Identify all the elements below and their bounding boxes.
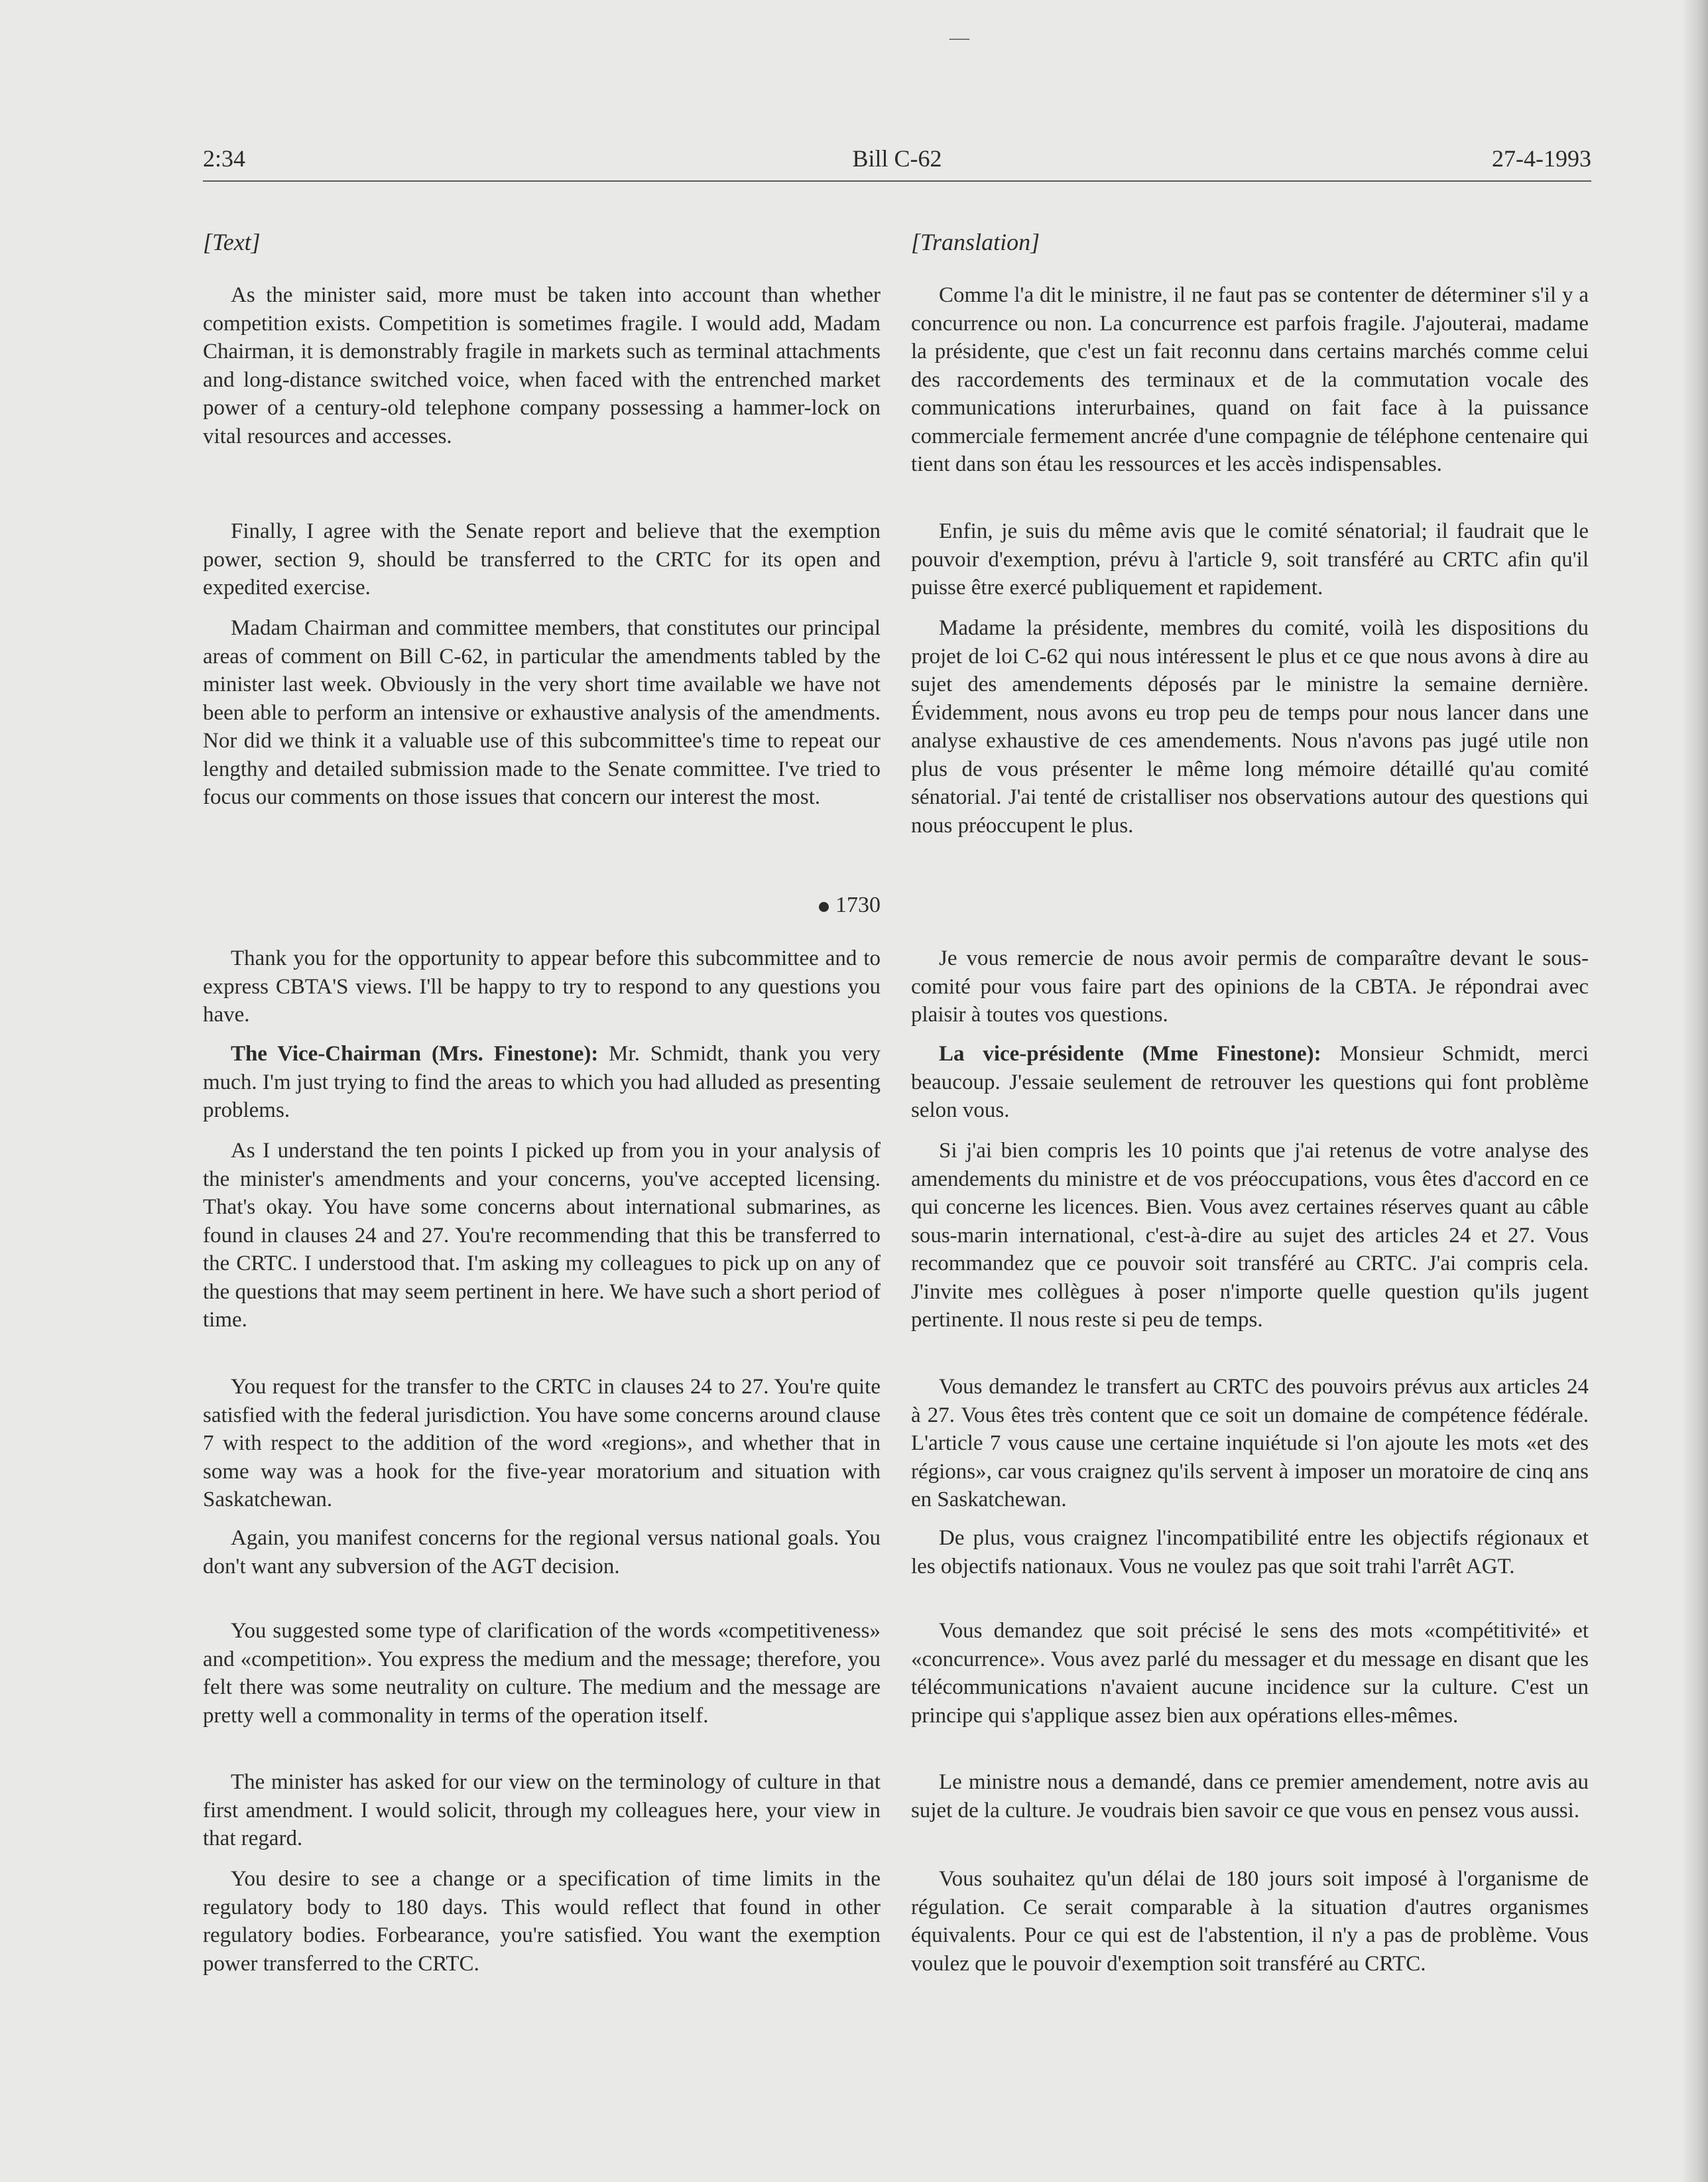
fr-paragraph-5-text: Monsieur Schmidt, merci beaucoup. J'essaie seulement de retrouver les questions qui font problème selon vous. <box>911 1042 1589 1122</box>
fr-paragraph-9: Vous demandez que soit précisé le sens des mots «compétitivité» et «concurrence». Vous avez parlé du messager et du message en disant que les télécommunications n'avaient aucune incidence sur la culture. C'est un principe qui s'applique assez bien aux opérations elles-mêmes. <box>911 1619 1589 1728</box>
text-tag: [Text] <box>203 229 261 255</box>
fr-speaker: La vice-présidente (Mme Finestone): <box>939 1042 1321 1066</box>
fr-paragraph-6: Si j'ai bien compris les 10 points que j'ai retenus de votre analyse des amendements du ministre et de vos préoccupations, vous êtes d'accord en ce qui concerne les licences. Bien. Vous avez certaines réserves quant au câble sous-marin international, c'est-à-dire au sujet des articles 24 et 27. Vous recommandez que ce pouvoir soit transféré au CRTC. J'ai compris cela. J'invite mes collègues à poser n'importe quelle question qu'ils jugent pertinente. Il nous reste si peu de temps. <box>911 1139 1589 1332</box>
fr-paragraph-8: De plus, vous craignez l'incompatibilité entre les objectifs régionaux et les objectifs nationaux. Vous ne voulez pas que soit trahi l'arrêt AGT. <box>911 1526 1589 1578</box>
en-paragraph-5-text: Mr. Schmidt, thank you very much. I'm just trying to find the areas to which you had alluded as presenting problems. <box>203 1042 881 1122</box>
en-paragraph-10: The minister has asked for our view on the terminology of culture in that first amendment. I would solicit, through my colleagues here, your view in that regard. <box>203 1770 881 1850</box>
bill-title: Bill C-62 <box>852 145 942 172</box>
en-speaker: The Vice-Chairman (Mrs. Finestone): <box>231 1042 599 1066</box>
fr-paragraph-7: Vous demandez le transfert au CRTC des pouvoirs prévus aux articles 24 à 27. Vous êtes très content que ce soit un domaine de compétence fédérale. L'article 7 vous cause une certaine inquiétude si l'on ajoute les mots «et des régions», car vous craignez qu'ils servent à imposer un moratoire de cinq ans en Saskatchewan. <box>911 1375 1589 1511</box>
en-paragraph-3: Madam Chairman and committee members, that constitutes our principal areas of comment on Bill C-62, in particular the amendments tabled by the minister last week. Obviously in the very short time available we have not been able to perform an intensive or exhaustive analysis of the amendments. Nor did we think it a valuable use of this subcommittee's time to repeat our lengthy and detailed submission made to the Senate committee. I've tried to focus our comments on those issues that concern our interest the most. <box>203 616 881 809</box>
page-folio: 2:34 <box>203 145 246 172</box>
page-edge-shadow <box>1681 0 1708 2182</box>
bullet-icon <box>819 902 829 912</box>
header-rule <box>203 180 1591 182</box>
page-header <box>203 145 1591 184</box>
en-paragraph-4: Thank you for the opportunity to appear before this subcommittee and to express CBTA'S views. I'll be happy to try to respond to any questions you have. <box>203 946 881 1027</box>
top-mark: — <box>949 27 969 48</box>
en-paragraph-2: Finally, I agree with the Senate report and believe that the exemption power, section 9, should be transferred to the CRTC for its open and expedited exercise. <box>203 519 881 600</box>
timestamp <box>203 893 881 918</box>
fr-paragraph-4: Je vous remercie de nous avoir permis de comparaître devant le sous-comité pour vous faire part des opinions de la CBTA. Je répondrai avec plaisir à toutes vos questions. <box>911 946 1589 1027</box>
en-paragraph-9: You suggested some type of clarification of the words «competitiveness» and «competition». You express the medium and the message; therefore, you felt there was some neutrality on culture. The medium and the message are pretty well a commonality in terms of the operation itself. <box>203 1619 881 1728</box>
timestamp-value: 1730 <box>835 893 881 917</box>
en-paragraph-11: You desire to see a change or a specification of time limits in the regulatory body to 180 days. This would reflect that found in other regulatory bodies. Forbearance, you're satisfied. You want the exemption power transferred to the CRTC. <box>203 1867 881 1976</box>
fr-paragraph-5 <box>911 1040 1589 1125</box>
fr-paragraph-3: Madame la présidente, membres du comité, voilà les dispositions du projet de loi C-62 qui nous intéressent le plus et ce que nous avons à dire au sujet des amendements déposés par le ministre la semaine dernière. Évidemment, nous avons eu trop peu de temps pour nous lancer dans une analyse exhaustive de ces amendements. Nous n'avons pas jugé utile non plus de vous présenter le même long mémoire détaillé qu'au comité sénatorial. J'ai tenté de cristalliser nos observations autour des questions qui nous préoccupent le plus. <box>911 616 1589 838</box>
fr-paragraph-1: Comme l'a dit le ministre, il ne faut pas se contenter de déterminer s'il y a concurrence ou non. La concurrence est parfois fragile. J'ajouterai, madame la présidente, que c'est un fait reconnu dans certains marchés comme celui des raccordements des terminaux et de la commutation vocale des communications interurbaines, quand on fait face à la puissance commerciale fermement ancrée d'une compagnie de téléphone centenaire qui tient dans son étau les ressources et les accès indispensables. <box>911 283 1589 476</box>
translation-tag: [Translation] <box>911 229 1040 255</box>
fr-paragraph-10: Le ministre nous a demandé, dans ce premier amendement, notre avis au sujet de la culture. Je voudrais bien savoir ce que vous en pensez vous aussi. <box>911 1770 1589 1823</box>
fr-paragraph-2: Enfin, je suis du même avis que le comité sénatorial; il faudrait que le pouvoir d'exemption, prévu à l'article 9, soit transféré au CRTC afin qu'il puisse être exercé publiquement et rapidement. <box>911 519 1589 600</box>
fr-paragraph-11: Vous souhaitez qu'un délai de 180 jours soit imposé à l'organisme de régulation. Ce serait comparable à la situation d'autres organismes équivalents. Pour ce qui est de l'abstention, il n'y a pas de problème. Vous voulez que le pouvoir d'exemption soit transféré au CRTC. <box>911 1867 1589 1976</box>
en-paragraph-1: As the minister said, more must be taken into account than whether competition exists. Competition is sometimes fragile. I would add, Madam Chairman, it is demonstrably fragile in markets such as terminal attachments and long-distance switched voice, when faced with the entrenched market power of a century-old telephone company possessing a hammer-lock on vital resources and accesses. <box>203 283 881 448</box>
en-paragraph-6: As I understand the ten points I picked up from you in your analysis of the minister's amendments and your concerns, you've accepted licensing. That's okay. You have some concerns about international submarines, as found in clauses 24 and 27. You're recommending that this be transferred to the CRTC. I understood that. I'm asking my colleagues to pick up on any of the questions that may seem pertinent in here. We have such a short period of time. <box>203 1139 881 1332</box>
en-paragraph-5 <box>203 1040 881 1125</box>
en-paragraph-7: You request for the transfer to the CRTC in clauses 24 to 27. You're quite satisfied with the federal jurisdiction. You have some concerns around clause 7 with respect to the addition of the word «regions», and whether that in some way was a hook for the five-year moratorium and situation with Saskatchewan. <box>203 1375 881 1511</box>
page-date: 27-4-1993 <box>1492 145 1591 172</box>
en-paragraph-8: Again, you manifest concerns for the regional versus national goals. You don't want any subversion of the AGT decision. <box>203 1526 881 1578</box>
